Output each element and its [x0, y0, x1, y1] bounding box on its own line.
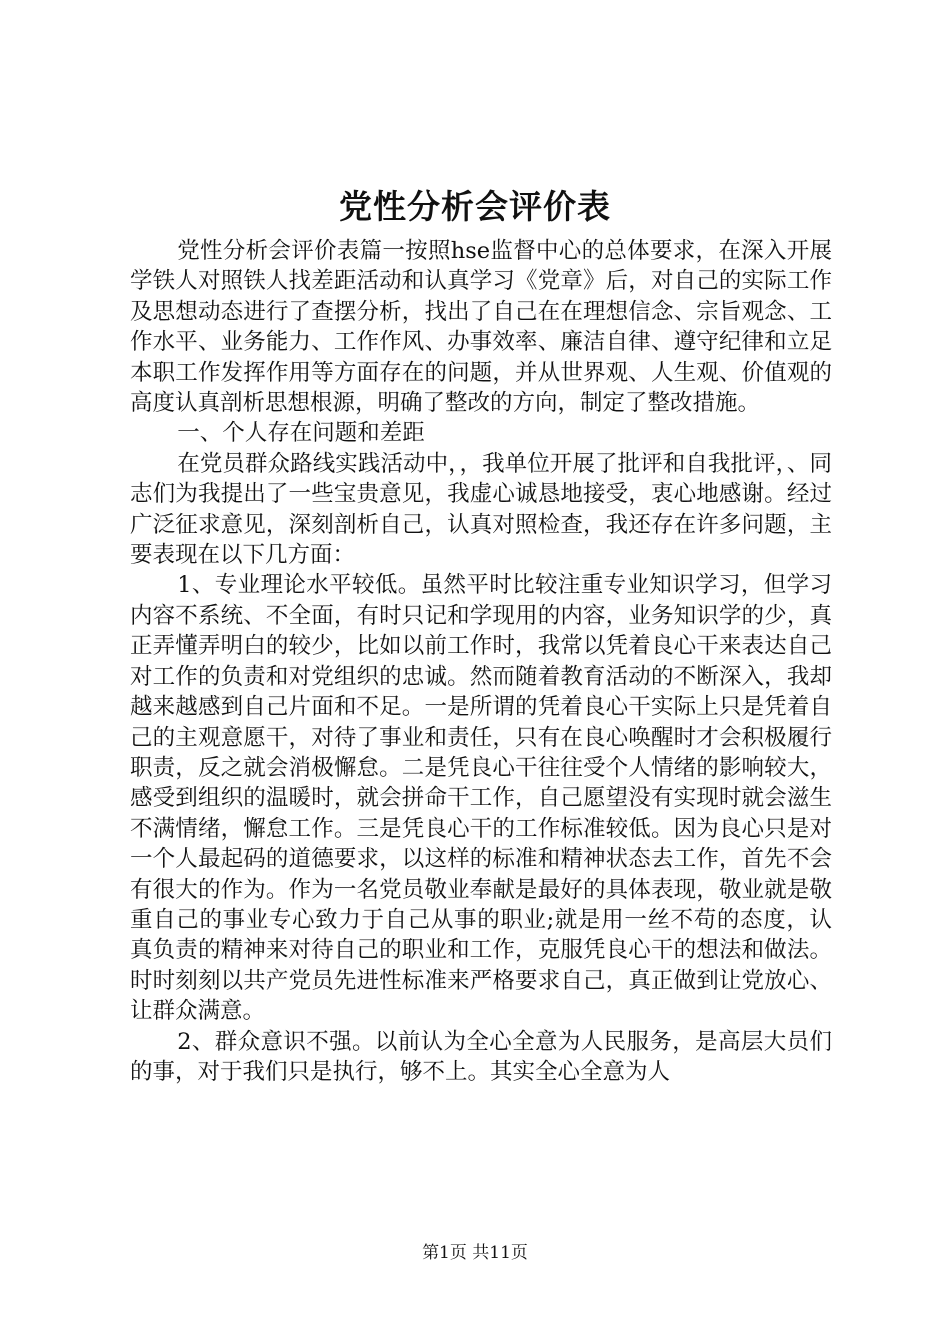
body-paragraph: 在党员群众路线实践活动中，，我单位开展了批评和自我批评，、同志们为我提出了一些宝贵意见，我虚心诚恳地接受，衷心地感谢。经过广泛征求意见，深刻剖析自己，认真对照检查，我还存在许多问题，主要表现在以下几方面：: [130, 450, 832, 569]
intro-paragraph: 党性分析会评价表篇一按照hse监督中心的总体要求，在深入开展学铁人对照铁人找差距活动和认真学习《党章》后，对自己的实际工作及思想动态进行了查摆分析，找出了自己在在理想信念、宗旨观念、工作水平、业务能力、工作作风、办事效率、廉洁自律、遵守纪律和立足本职工作发挥作用等方面存在的问题，并从世界观、人生观、价值观的高度认真剖析思想根源，明确了整改的方向，制定了整改措施。: [130, 238, 832, 417]
document-title: 党性分析会评价表: [339, 187, 611, 226]
document-body: [130, 236, 832, 1087]
section-heading: 一、个人存在问题和差距: [177, 420, 425, 447]
list-item-2: 2、群众意识不强。以前认为全心全意为人民服务，是高层大员们的事，对于我们只是执行，够不上。其实全心全意为人: [130, 1028, 832, 1085]
page-footer: 第1页 共11页: [422, 1243, 528, 1263]
list-item-1: 1、专业理论水平较低。虽然平时比较注重专业知识学习，但学习内容不系统、不全面，有时只记和学现用的内容，业务知识学的少，真正弄懂弄明白的较少，比如以前工作时，我常以凭着良心干来表达自己对工作的负责和对党组织的忠诚。然而随着教育活动的不断深入，我却越来越感到自己片面和不足。一是所谓的凭着良心干实际上只是凭着自己的主观意愿干，对待了事业和责任，只有在良心唤醒时才会积极履行职责，反之就会消极懈怠。二是凭良心干往往受个人情绪的影响较大，感受到组织的温暖时，就会拼命干工作，自己愿望没有实现时就会滋生不满情绪，懈怠工作。三是凭良心干的工作标准较低。因为良心只是对一个人最起码的道德要求，以这样的标准和精神状态去工作，首先不会有很大的作为。作为一名党员敬业奉献是最好的具体表现，敬业就是敬重自己的事业专心致力于自己从事的职业;就是用一丝不苟的态度，认真负责的精神来对待自己的职业和工作，克服凭良心干的想法和做法。时时刻刻以共产党员先进性标准来严格要求自己，真正做到让党放心、让群众满意。: [130, 572, 832, 1025]
